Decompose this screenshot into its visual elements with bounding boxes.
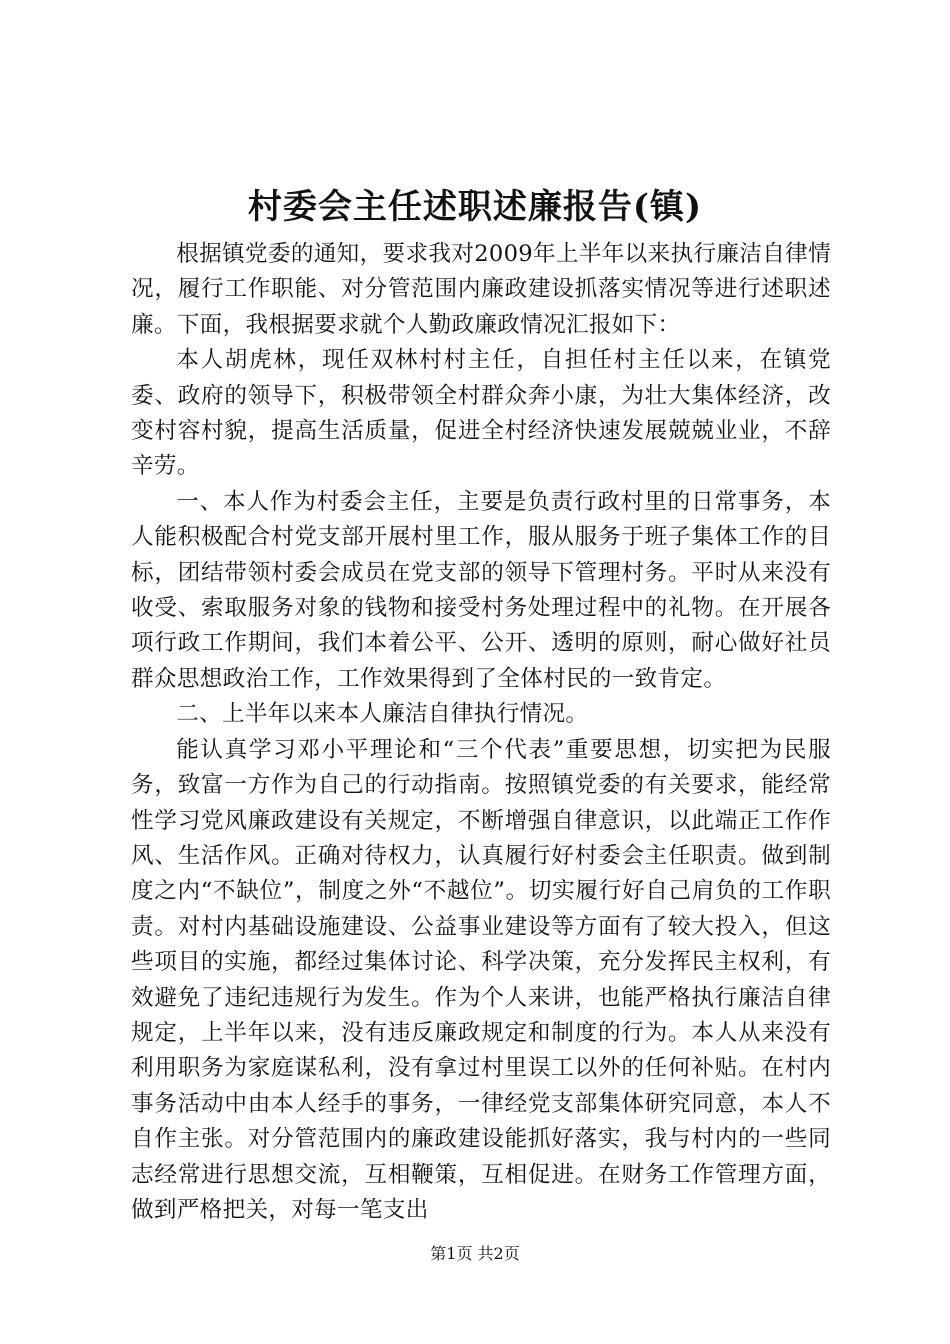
paragraph-section-two-body: 能认真学习邓小平理论和“三个代表”重要思想，切实把为民服务，致富一方作为自己的行动指南。按照镇党委的有关要求，能经常性学习党风廉政建设有关规定，不断增强自律意识，以此端正工作作风、生活作风。正确对待权力，认真履行好村委会主任职责。做到制度之内“不缺位”，制度之外“不越位”。切实履行好自己肩负的工作职责。对村内基础设施建设、公益事业建设等方面有了较大投入，但这些项目的实施，都经过集体讨论、科学决策，充分发挥民主权利，有效避免了违纪违规行为发生。作为个人来讲，也能严格执行廉洁自律规定，上半年以来，没有违反廉政规定和制度的行为。本人从来没有利用职务为家庭谋私利，没有拿过村里误工以外的任何补贴。在村内事务活动中由本人经手的事务，一律经党支部集体研究同意，本人不自作主张。对分管范围内的廉政建设能抓好落实，我与村内的一些同志经常进行思想交流，互相鞭策，互相促进。在财务工作管理方面，做到严格把关，对每一笔支出 xyxy=(131,736,831,1223)
page-footer: 第1页 共2页 xyxy=(430,1244,520,1263)
paragraph-section-two-heading: 二、上半年以来本人廉洁自律执行情况。 xyxy=(176,701,589,728)
document-title: 村委会主任述职述廉报告(镇) xyxy=(247,187,703,227)
paragraph-self-introduction: 本人胡虎林，现任双林村村主任，自担任村主任以来，在镇党委、政府的领导下，积极带领全村群众奔小康，为壮大集体经济，改变村容村貌，提高生活质量，促进全村经济快速发展兢兢业业，不辞辛劳。 xyxy=(131,347,831,480)
paragraph-intro: 根据镇党委的通知，要求我对2009年上半年以来执行廉洁自律情况，履行工作职能、对分管范围内廉政建设抓落实情况等进行述职述廉。下面，我根据要求就个人勤政廉政情况汇报如下： xyxy=(131,241,831,338)
document-body xyxy=(131,237,831,1228)
paragraph-section-one: 一、本人作为村委会主任，主要是负责行政村里的日常事务，本人能积极配合村党支部开展村里工作，服从服务于班子集体工作的目标，团结带领村委会成员在党支部的领导下管理村务。平时从来没有收受、索取服务对象的钱物和接受村务处理过程中的礼物。在开展各项行政工作期间，我们本着公平、公开、透明的原则，耐心做好社员群众思想政治工作，工作效果得到了全体村民的一致肯定。 xyxy=(131,488,831,692)
